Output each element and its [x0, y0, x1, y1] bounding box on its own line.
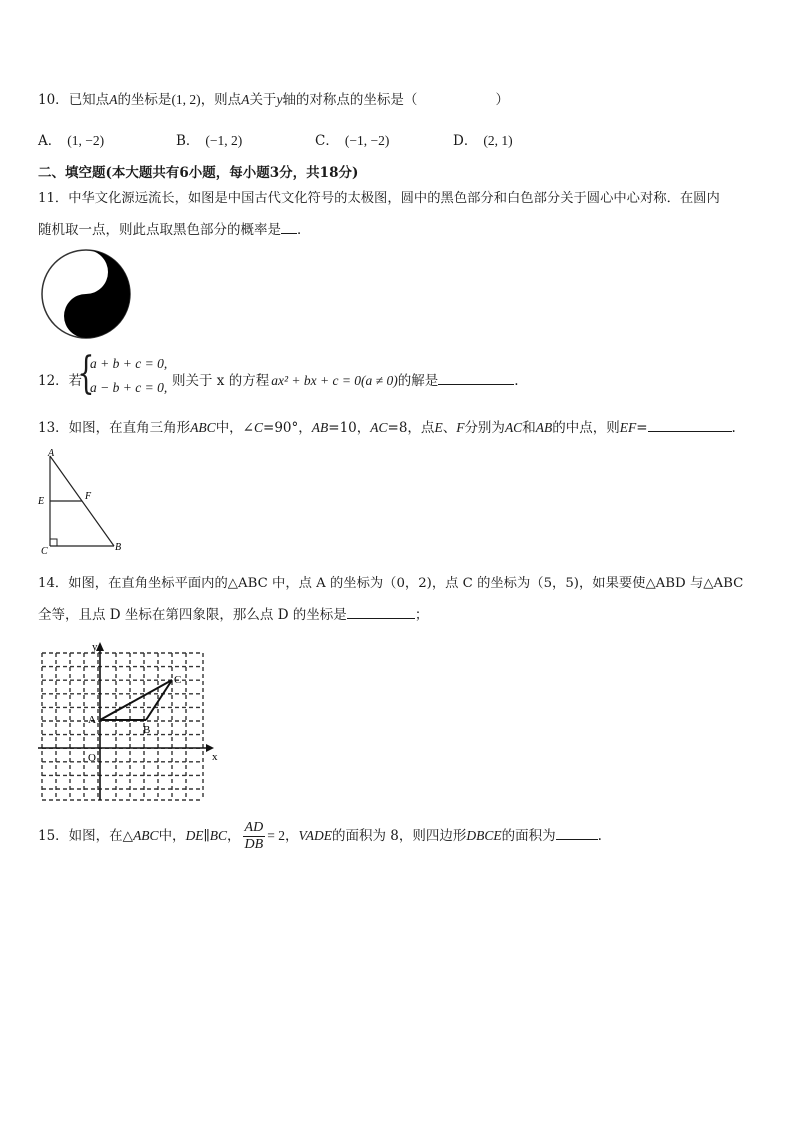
- section-title: 二、填空题(本大题共有6小题，每小题3分，共18分): [38, 165, 359, 181]
- q11-line2: 随机取一点，则此点取黑色部分的概率是 ．: [38, 222, 311, 238]
- q10-option-a[interactable]: A． (1, −2): [38, 133, 105, 149]
- axis-label-x: x: [212, 751, 218, 763]
- triangle-figure: [34, 446, 134, 558]
- origin-label: O: [88, 752, 96, 764]
- q10-option-c[interactable]: C． (−1, −2): [315, 133, 390, 149]
- q12-eq1: a + b + c = 0,: [90, 356, 168, 371]
- q14-line2: 全等，且点 D 坐标在第四象限，那么点 D 的坐标是 ；: [38, 607, 429, 623]
- q12-number: 12．若: [38, 373, 83, 389]
- q13-stem: 13．如图，在直角三角形ABC中，∠C=90°，AB=10，AC=8，点E、F分别为AC和AB的中点，则EF= .: [38, 420, 736, 436]
- q10-number: 10．: [38, 92, 69, 108]
- q10-option-d[interactable]: D． (2, 1): [453, 133, 513, 149]
- q15-fraction: $\frac{AD}{DB}$: [244, 820, 264, 852]
- q12-brace: {: [77, 348, 95, 399]
- point-label-a: A: [88, 714, 96, 726]
- q12-answer-blank[interactable]: [438, 372, 514, 385]
- q13-answer-blank[interactable]: [648, 419, 732, 432]
- q12-equation: ax² + bx + c = 0(a ≠ 0): [271, 373, 398, 388]
- q10-option-b[interactable]: B． (−1, 2): [176, 133, 243, 149]
- axis-label-y: y: [92, 641, 98, 653]
- label-b: B: [115, 542, 122, 553]
- taiji-white-dot: [80, 266, 92, 278]
- label-c: C: [41, 546, 48, 557]
- q11-answer-blank[interactable]: [281, 221, 297, 234]
- q15-parallel: DE∥BC: [185, 828, 228, 843]
- label-f: F: [85, 491, 92, 502]
- q14-line1: 14．如图，在直角坐标平面内的△ABC 中，点 A 的坐标为（0，2)，点 C 的坐标为（5，5)，如果要使△ABD 与△ABC: [38, 576, 744, 591]
- q15-stem: 15．如图，在△ABC中，DE∥BC， $\frac{AD}{DB}$ = 2，VADE的面积为 8，则四边形DBCE的面积为 .: [38, 820, 602, 852]
- label-a: A: [48, 448, 55, 459]
- coordinate-grid-figure: [36, 640, 222, 806]
- q10-stem: 10．已知点A的坐标是(1, 2)，则点A关于y轴的对称点的坐标是（ ）: [38, 92, 509, 108]
- q14-answer-blank[interactable]: [347, 606, 415, 619]
- right-angle-mark: [50, 539, 57, 546]
- triangle-abc: [100, 680, 172, 720]
- q12-eq2: a − b + c = 0,: [90, 380, 168, 395]
- q11-line1: 11．中华文化源远流长，如图是中国古代文化符号的太极图，圆中的黑色部分和白色部分关于圆心中心对称．在圆内: [38, 191, 720, 206]
- q10-coord: (1, 2): [171, 92, 201, 107]
- label-e: E: [38, 496, 45, 507]
- taiji-black-dot: [80, 310, 92, 322]
- point-label-b: B: [143, 724, 151, 736]
- point-label-c: C: [174, 674, 182, 686]
- q15-answer-blank[interactable]: [556, 827, 598, 840]
- taiji-figure: [40, 248, 132, 340]
